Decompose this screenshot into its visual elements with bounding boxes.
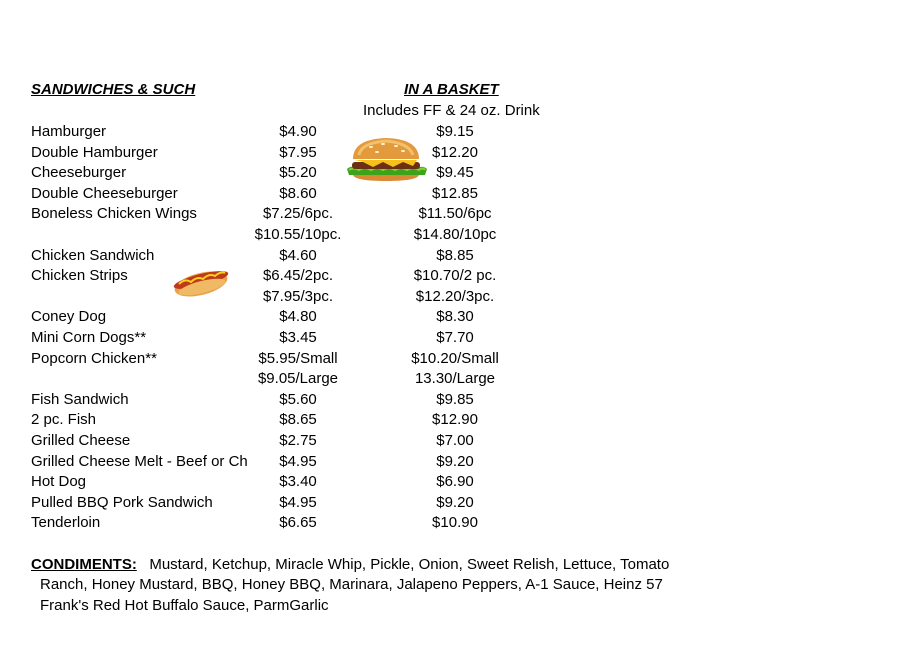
item-price: $7.95 [279, 143, 317, 161]
item-basket-price: $10.70/2 pc. [413, 267, 497, 285]
item-price: $3.40 [279, 473, 317, 491]
item-name: Pulled BBQ Pork Sandwich [31, 493, 213, 511]
item-basket-price: $12.90 [432, 411, 478, 429]
basket-note: Includes FF & 24 oz. Drink [363, 102, 540, 119]
hamburger-icon [343, 135, 429, 183]
item-price: $3.45 [279, 329, 317, 346]
item-basket-price: $12.20/3pc. [415, 287, 495, 305]
menu-item-row [0, 123, 899, 144]
condiments-label: CONDIMENTS: [31, 556, 137, 573]
item-basket-price: $12.20 [432, 143, 478, 161]
item-name: Grilled Cheese Melt - Beef or Ch [31, 452, 248, 470]
menu-item-row [0, 164, 899, 185]
item-basket-price: $9.20 [436, 452, 474, 470]
menu-item-row [0, 205, 899, 226]
item-basket-price: $6.90 [436, 473, 474, 491]
item-price: $4.80 [279, 308, 317, 326]
item-name: Fish Sandwich [31, 390, 129, 408]
menu-item-row [0, 370, 899, 391]
menu-item-row [0, 453, 899, 474]
menu-item-row [0, 226, 899, 247]
menu-item-row [0, 473, 899, 494]
menu-item-row [0, 350, 899, 371]
item-name: Boneless Chicken Wings [31, 205, 197, 223]
menu-item-row [0, 329, 899, 350]
item-price: $5.95/Small [258, 349, 338, 367]
item-name: Hot Dog [31, 473, 87, 491]
item-name: Grilled Cheese [31, 432, 131, 449]
sandwiches-header: SANDWICHES & SUCH [31, 81, 196, 98]
item-price: $5.20 [279, 164, 317, 182]
menu-item-row [0, 411, 899, 432]
menu-item-row [0, 494, 899, 515]
item-price: $7.95/3pc. [262, 287, 334, 305]
condiments-text-1: Mustard, Ketchup, Miracle Whip, Pickle, Onion, Sweet Relish, Lettuce, Tomato [149, 556, 670, 573]
item-price: $9.05/Large [257, 370, 339, 388]
item-price: $5.60 [279, 390, 317, 408]
item-basket-price: $9.20 [436, 493, 474, 511]
item-price: $8.60 [279, 184, 317, 202]
item-name: Hamburger [31, 123, 107, 140]
basket-header: IN A BASKET [404, 81, 499, 98]
menu-item-row [0, 185, 899, 206]
menu-item-row [0, 247, 899, 268]
item-name: Chicken Sandwich [31, 246, 155, 264]
menu-item-row [0, 391, 899, 412]
menu-item-row [0, 288, 899, 309]
item-basket-price: $9.15 [436, 123, 474, 140]
item-name: Coney Dog [31, 308, 107, 326]
item-basket-price: $9.85 [436, 390, 474, 408]
item-basket-price: $8.30 [436, 308, 474, 326]
item-basket-price: $9.45 [436, 164, 474, 182]
item-basket-price: $12.85 [432, 184, 478, 202]
item-price: $4.95 [279, 493, 317, 511]
item-price: $6.65 [279, 514, 317, 532]
item-name: Popcorn Chicken** [31, 349, 157, 367]
item-basket-price: $10.90 [432, 514, 478, 532]
item-basket-price: $11.50/6pc [418, 205, 492, 223]
menu-item-row [0, 432, 899, 453]
item-name: Tenderloin [31, 514, 101, 532]
item-basket-price: $14.80/10pc [413, 226, 497, 243]
condiments-line-2: Ranch, Honey Mustard, BBQ, Honey BBQ, Marinara, Jalapeno Peppers, A-1 Sauce, Heinz 57 [40, 576, 663, 593]
item-name: Double Cheeseburger [31, 184, 178, 202]
menu-item-row [0, 267, 899, 288]
item-name: Chicken Strips [31, 267, 128, 285]
condiments-line-1 [31, 556, 669, 573]
item-basket-price: $10.20/Small [411, 349, 499, 367]
item-basket-price: 13.30/Large [414, 370, 496, 388]
item-price: $4.90 [279, 123, 317, 140]
hotdog-icon [171, 264, 231, 298]
item-basket-price: $8.85 [436, 246, 474, 264]
item-price: $2.75 [279, 432, 317, 449]
menu-item-row [0, 144, 899, 165]
item-price: $4.60 [279, 246, 317, 264]
item-basket-price: $7.00 [436, 432, 474, 449]
item-price: $4.95 [279, 452, 317, 470]
item-price: $10.55/10pc. [254, 226, 342, 243]
item-price: $7.25/6pc. [262, 205, 334, 223]
menu-item-row [0, 514, 899, 535]
item-name: Cheeseburger [31, 164, 127, 182]
item-price: $8.65 [279, 411, 317, 429]
item-price: $6.45/2pc. [262, 267, 334, 285]
item-name: 2 pc. Fish [31, 411, 97, 429]
item-name: Double Hamburger [31, 143, 158, 161]
item-basket-price: $7.70 [436, 329, 474, 346]
menu-item-row [0, 308, 899, 329]
condiments-line-3: Frank's Red Hot Buffalo Sauce, ParmGarlic [40, 597, 329, 614]
item-name: Mini Corn Dogs** [31, 329, 147, 346]
